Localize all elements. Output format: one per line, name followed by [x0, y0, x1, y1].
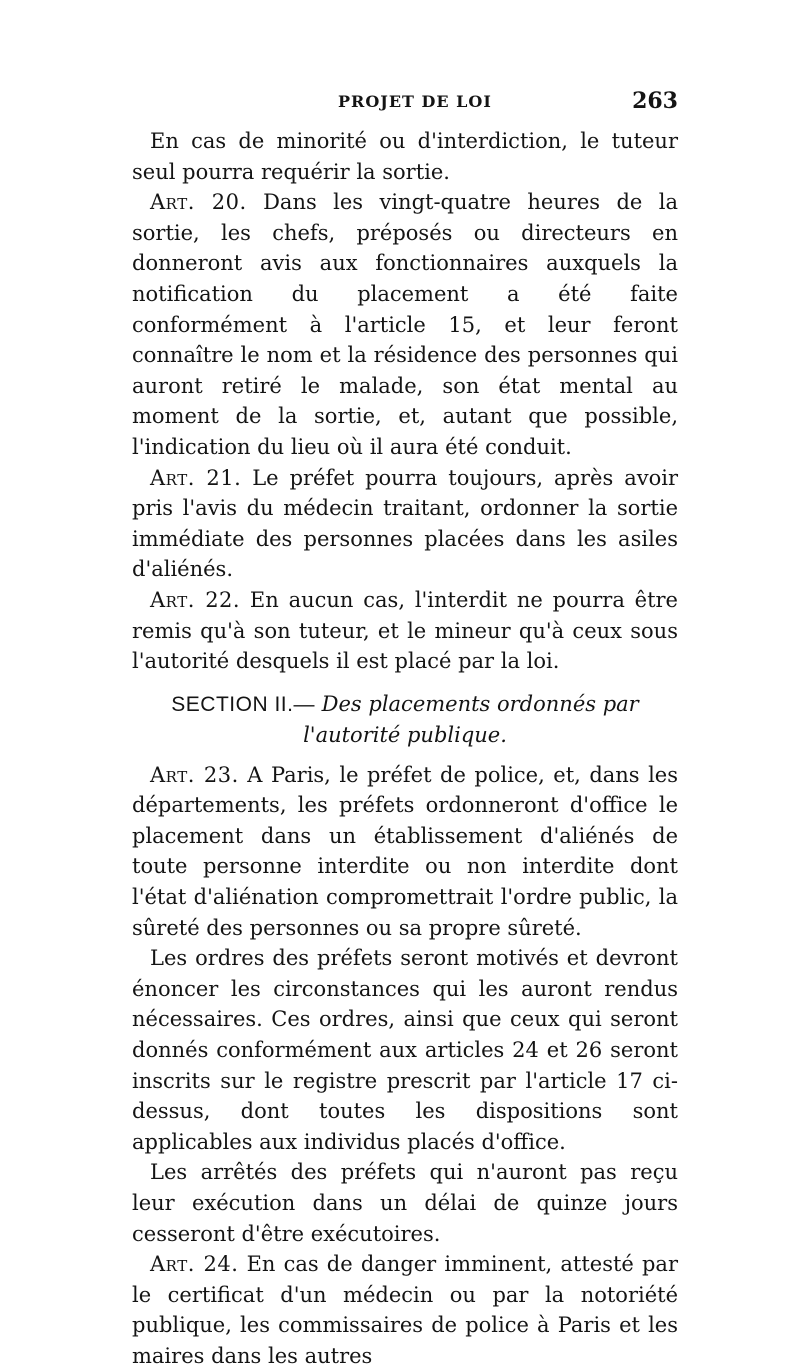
page-number: 263 [632, 88, 678, 114]
paragraph [132, 126, 678, 187]
paragraph-text: Le préfet pourra toujours, après avoir pris l'avis du médecin traitant, ordonner la sortie immédiate des personnes placées dans les asiles d'aliénés. [132, 465, 678, 582]
paragraph-article-21 [132, 463, 678, 585]
paragraph-article-20 [132, 187, 678, 462]
article-label: Art. 22. [150, 587, 241, 612]
paragraph-article-23 [132, 760, 678, 944]
paragraph-article-22 [132, 585, 678, 677]
paragraph-text: A Paris, le préfet de police, et, dans les départements, les préfets ordonneront d'office le placement dans un établissement d'aliénés de toute personne interdite ou non interdite dont l'état d'aliénation compromettrait l'ordre public, la sûreté des personnes ou sa propre sûreté. [132, 762, 678, 940]
running-title: PROJET DE LOI [338, 92, 492, 111]
section-label: SECTION II.— [171, 692, 315, 716]
section-title: Des placements ordonnés par l'autorité publique. [303, 691, 639, 747]
body-text [132, 126, 678, 1372]
paragraph-text: Les ordres des préfets seront motivés et devront énoncer les circonstances qui les auront rendus nécessaires. Ces ordres, ainsi que ceux qui seront donnés conformément aux articles 24 et 26 seront inscrits sur le registre prescrit par l'article 17 ci-dessus, dont toutes les dispositions sont applicables aux individus placés d'office. [132, 946, 678, 1154]
paragraph-text: Les arrêtés des préfets qui n'auront pas reçu leur exécution dans un délai de quinze jours cesseront d'être exécutoires. [132, 1160, 678, 1246]
article-label: Art. 23. [150, 762, 239, 787]
paragraph-text: En aucun cas, l'interdit ne pourra être remis qu'à son tuteur, et le mineur qu'à ceux sous l'autorité desquels il est placé par la loi. [132, 587, 678, 674]
section-heading [132, 689, 678, 750]
article-label: Art. 24. [150, 1252, 239, 1277]
article-label: Art. 21. [150, 465, 242, 490]
paragraph [132, 1157, 678, 1249]
paragraph-text: En cas de minorité ou d'interdiction, le tuteur seul pourra requérir la sortie. [132, 129, 678, 184]
paragraph [132, 943, 678, 1157]
paragraph-text: Dans les vingt-quatre heures de la sortie, les chefs, préposés ou directeurs en donneront avis aux fonctionnaires auxquels la notification du placement a été faite conformément à l'article 15, et leur feront connaître le nom et la résidence des personnes qui auront retiré le malade, son état mental au moment de la sortie, et, autant que possible, l'indication du lieu où il aura été conduit. [132, 190, 678, 459]
running-header [130, 88, 678, 120]
paragraph-text: En cas de danger imminent, attesté par le certificat d'un médecin ou par la notoriété publique, les commissaires de police à Paris et les maires dans les autres [132, 1252, 678, 1368]
article-label: Art. 20. [150, 190, 247, 215]
paragraph-article-24 [132, 1249, 678, 1371]
